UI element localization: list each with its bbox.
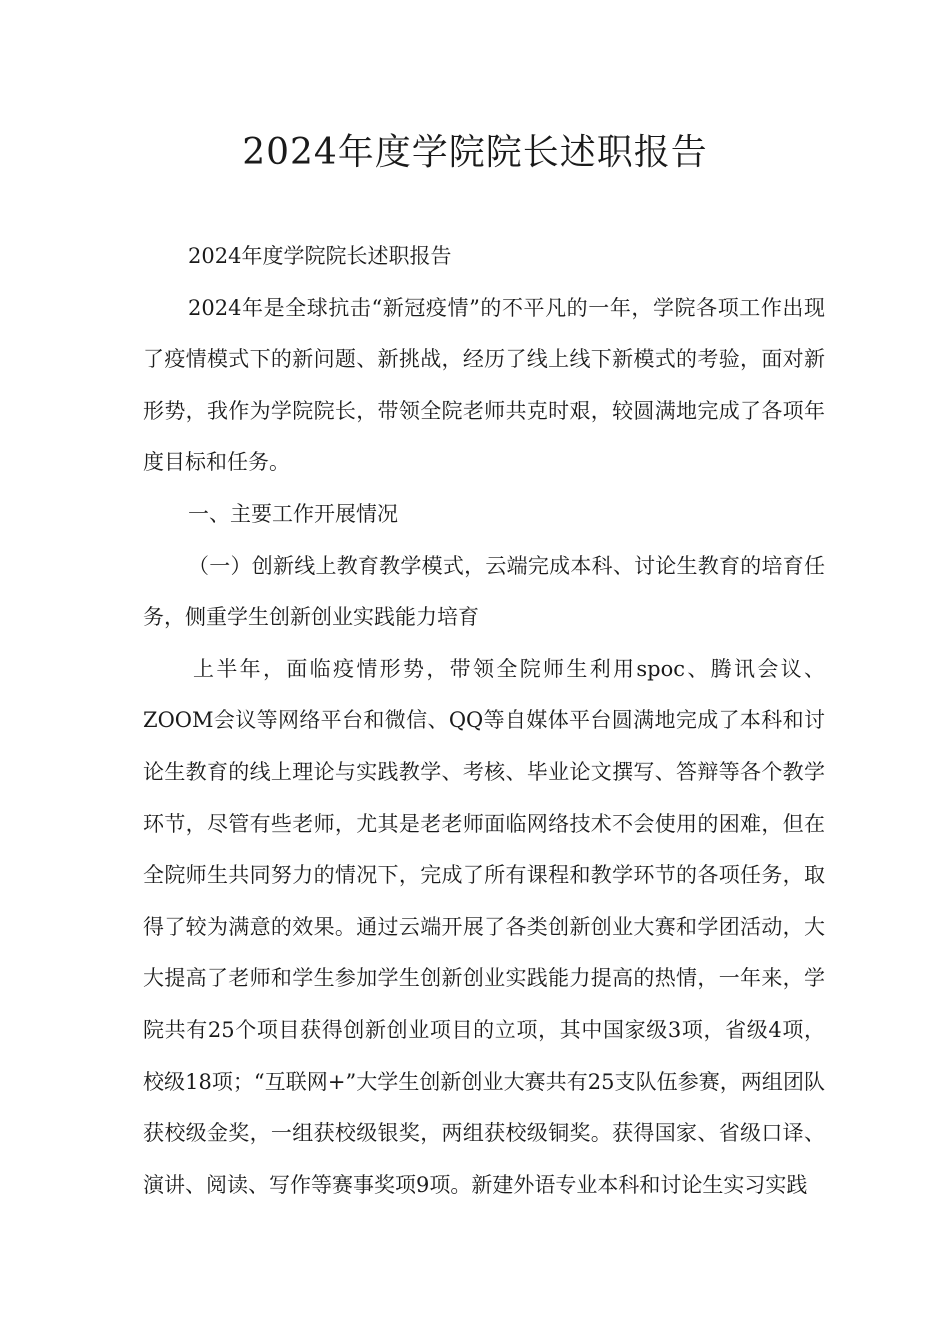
document-body (143, 231, 825, 1211)
subsection-heading: （一）创新线上教育教学模式，云端完成本科、讨论生教育的培育任务，侧重学生创新创业实践能力培育 (143, 553, 825, 630)
section-heading: 一、主要工作开展情况 (188, 501, 398, 526)
paragraph-intro: 2024年是全球抗击“新冠疫情”的不平凡的一年，学院各项工作出现了疫情模式下的新问题、新挑战，经历了线上线下新模式的考验，面对新形势，我作为学院院长，带领全院老师共克时艰，较圆满地完成了各项年度目标和任务。 (143, 295, 825, 475)
paragraph-subtitle: 2024年度学院院长述职报告 (188, 244, 452, 268)
paragraph-body: 上半年，面临疫情形势，带领全院师生利用spoc、腾讯会议、ZOOM会议等网络平台和微信、QQ等自媒体平台圆满地完成了本科和讨论生教育的线上理论与实践教学、考核、毕业论文撰写、答辩等各个教学环节，尽管有些老师，尤其是老老师面临网络技术不会使用的困难，但在全院师生共同努力的情况下，完成了所有课程和教学环节的各项任务，取得了较为满意的效果。通过云端开展了各类创新创业大赛和学团活动，大大提高了老师和学生参加学生创新创业实践能力提高的热情，一年来，学院共有25个项目获得创新创业项目的立项，其中国家级3项，省级4项，校级18项；“互联网+”大学生创新创业大赛共有25支队伍参赛，两组团队获校级金奖，一组获校级银奖，两组获校级铜奖。获得国家、省级口译、演讲、阅读、写作等赛事奖项9项。新建外语专业本科和讨论生实习实践 (143, 656, 825, 1197)
document-title: 2024年度学院院长述职报告 (242, 132, 708, 173)
